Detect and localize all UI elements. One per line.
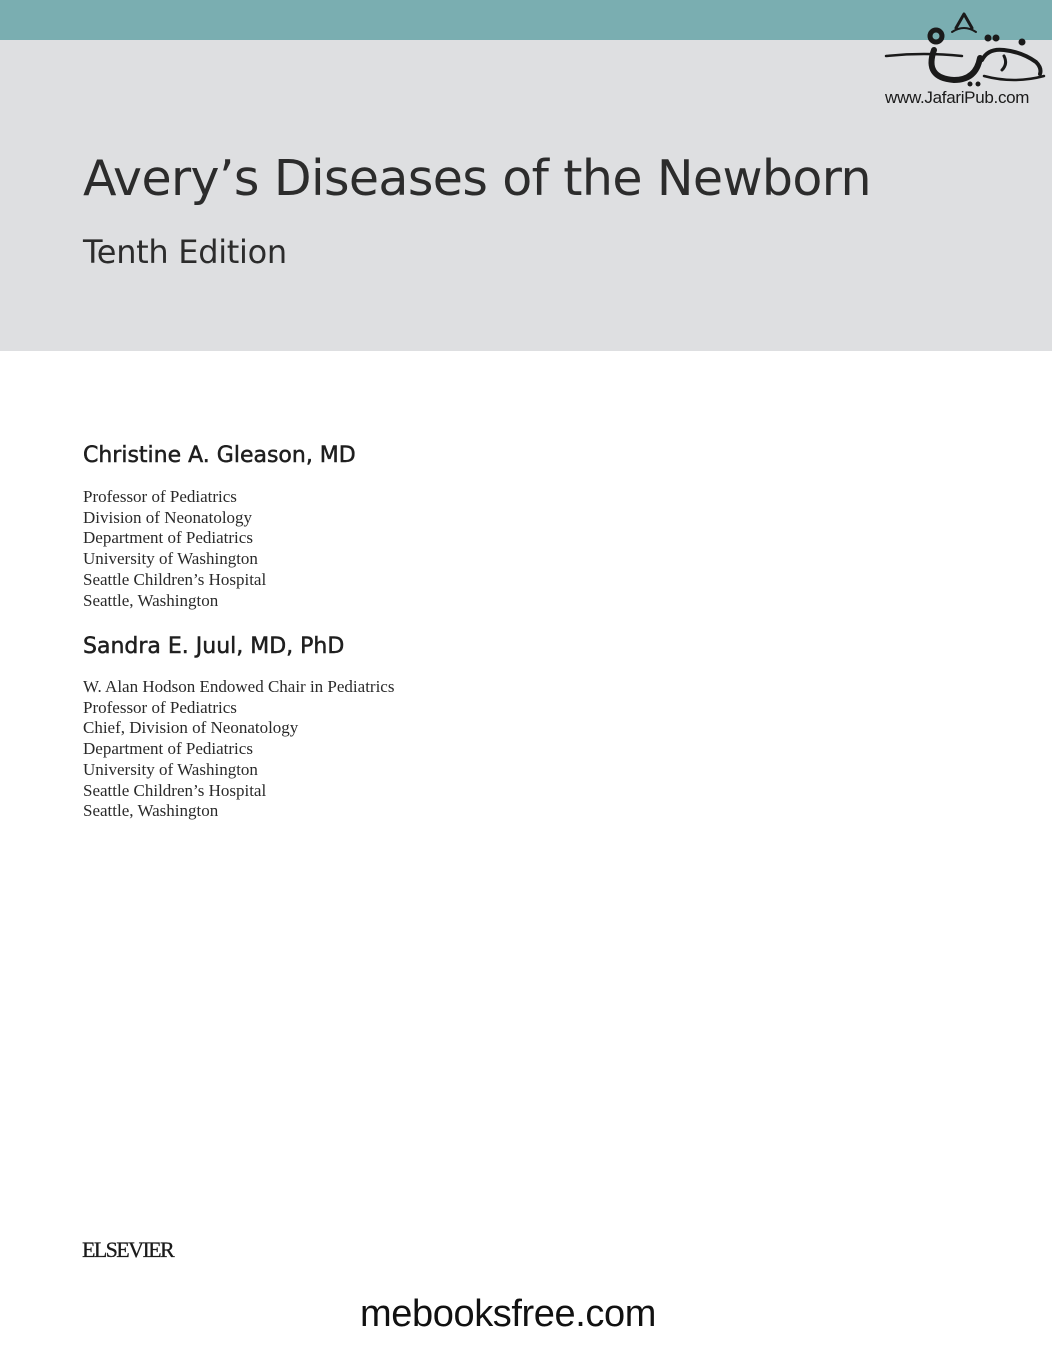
book-title: Avery’s Diseases of the Newborn bbox=[83, 150, 871, 207]
affiliation-line: Department of Pediatrics bbox=[83, 739, 253, 759]
calligraphy-logo-icon bbox=[884, 6, 1046, 88]
affiliation-line: Chief, Division of Neonatology bbox=[83, 718, 299, 738]
watermark-url: www.JafariPub.com bbox=[885, 88, 1030, 107]
publisher-logo: ELSEVIER bbox=[82, 1237, 174, 1262]
affiliation-line: Seattle Children’s Hospital bbox=[83, 780, 267, 800]
affiliation-line: University of Washington bbox=[83, 549, 258, 569]
affiliation-line: University of Washington bbox=[83, 759, 258, 779]
author-affiliations bbox=[83, 487, 266, 611]
affiliation-line: Division of Neonatology bbox=[83, 507, 253, 527]
affiliation-line: Seattle, Washington bbox=[83, 590, 219, 610]
affiliation-line: Professor of Pediatrics bbox=[83, 487, 237, 506]
affiliation-line: Seattle, Washington bbox=[83, 801, 219, 821]
affiliation-line: Department of Pediatrics bbox=[83, 528, 253, 548]
affiliation-line: W. Alan Hodson Endowed Chair in Pediatrics bbox=[83, 677, 395, 696]
footer-watermark: mebooksfree.com bbox=[360, 1293, 657, 1335]
affiliation-line: Seattle Children’s Hospital bbox=[83, 569, 267, 589]
affiliation-line: Professor of Pediatrics bbox=[83, 697, 237, 717]
author-name: Christine A. Gleason, MD bbox=[83, 443, 356, 468]
author-affiliations bbox=[83, 677, 394, 822]
edition-label: Tenth Edition bbox=[83, 233, 287, 271]
author-name: Sandra E. Juul, MD, PhD bbox=[83, 634, 345, 659]
